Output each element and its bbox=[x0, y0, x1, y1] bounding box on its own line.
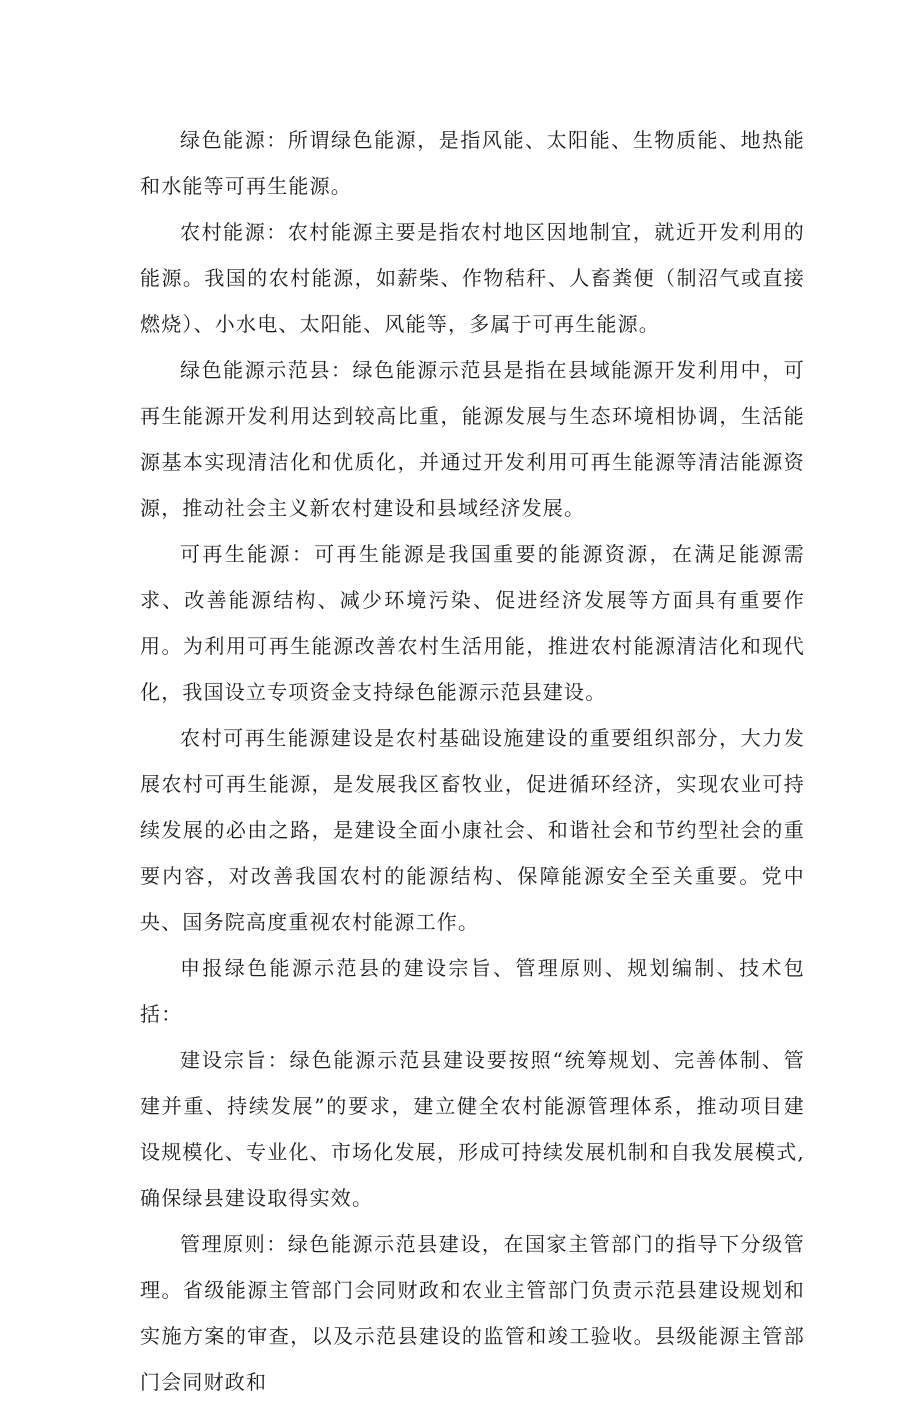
paragraph-rural-renewable-construction: 农村可再生能源建设是农村基础设施建设的重要组织部分，大力发展农村可再生能源，是发展我区畜牧业，促进循环经济，实现农业可持续发展的必由之路，是建设全面小康社会、和谐社会和节约型社会的重要内容，对改善我国农村的能源结构、保障能源安全至关重要。党中央、国务院高度重视农村能源工作。 bbox=[140, 726, 805, 934]
document-body bbox=[140, 117, 805, 1405]
paragraph-renewable-energy: 可再生能源：可再生能源是我国重要的能源资源，在满足能源需求、改善能源结构、减少环境污染、促进经济发展等方面具有重要作用。为利用可再生能源改善农村生活用能，推进农村能源清洁化和现代化，我国设立专项资金支持绿色能源示范县建设。 bbox=[140, 542, 805, 704]
paragraph-green-energy: 绿色能源：所谓绿色能源，是指风能、太阳能、生物质能、地热能和水能等可再生能源。 bbox=[140, 128, 805, 198]
paragraph-application-items: 申报绿色能源示范县的建设宗旨、管理原则、规划编制、技术包括： bbox=[140, 956, 805, 1026]
paragraph-rural-energy: 农村能源：农村能源主要是指农村地区因地制宜，就近开发利用的能源。我国的农村能源，如薪柴、作物秸秆、人畜粪便（制沼气或直接燃烧）、小水电、太阳能、风能等，多属于可再生能源。 bbox=[140, 220, 805, 336]
paragraph-management-principle: 管理原则：绿色能源示范县建设，在国家主管部门的指导下分级管理。省级能源主管部门会同财政和农业主管部门负责示范县建设规划和实施方案的审查，以及示范县建设的监管和竣工验收。县级能源主管部门会同财政和 bbox=[140, 1232, 805, 1394]
paragraph-construction-purpose: 建设宗旨：绿色能源示范县建设要按照“统筹规划、完善体制、管建并重、持续发展”的要求，建立健全农村能源管理体系，推动项目建设规模化、专业化、市场化发展，形成可持续发展机制和自我发展模式,确保绿县建设取得实效。 bbox=[140, 1048, 805, 1210]
paragraph-demo-county: 绿色能源示范县：绿色能源示范县是指在县域能源开发利用中，可再生能源开发利用达到较高比重，能源发展与生态环境相协调，生活能源基本实现清洁化和优质化，并通过开发利用可再生能源等清洁能源资源，推动社会主义新农村建设和县域经济发展。 bbox=[140, 358, 805, 520]
